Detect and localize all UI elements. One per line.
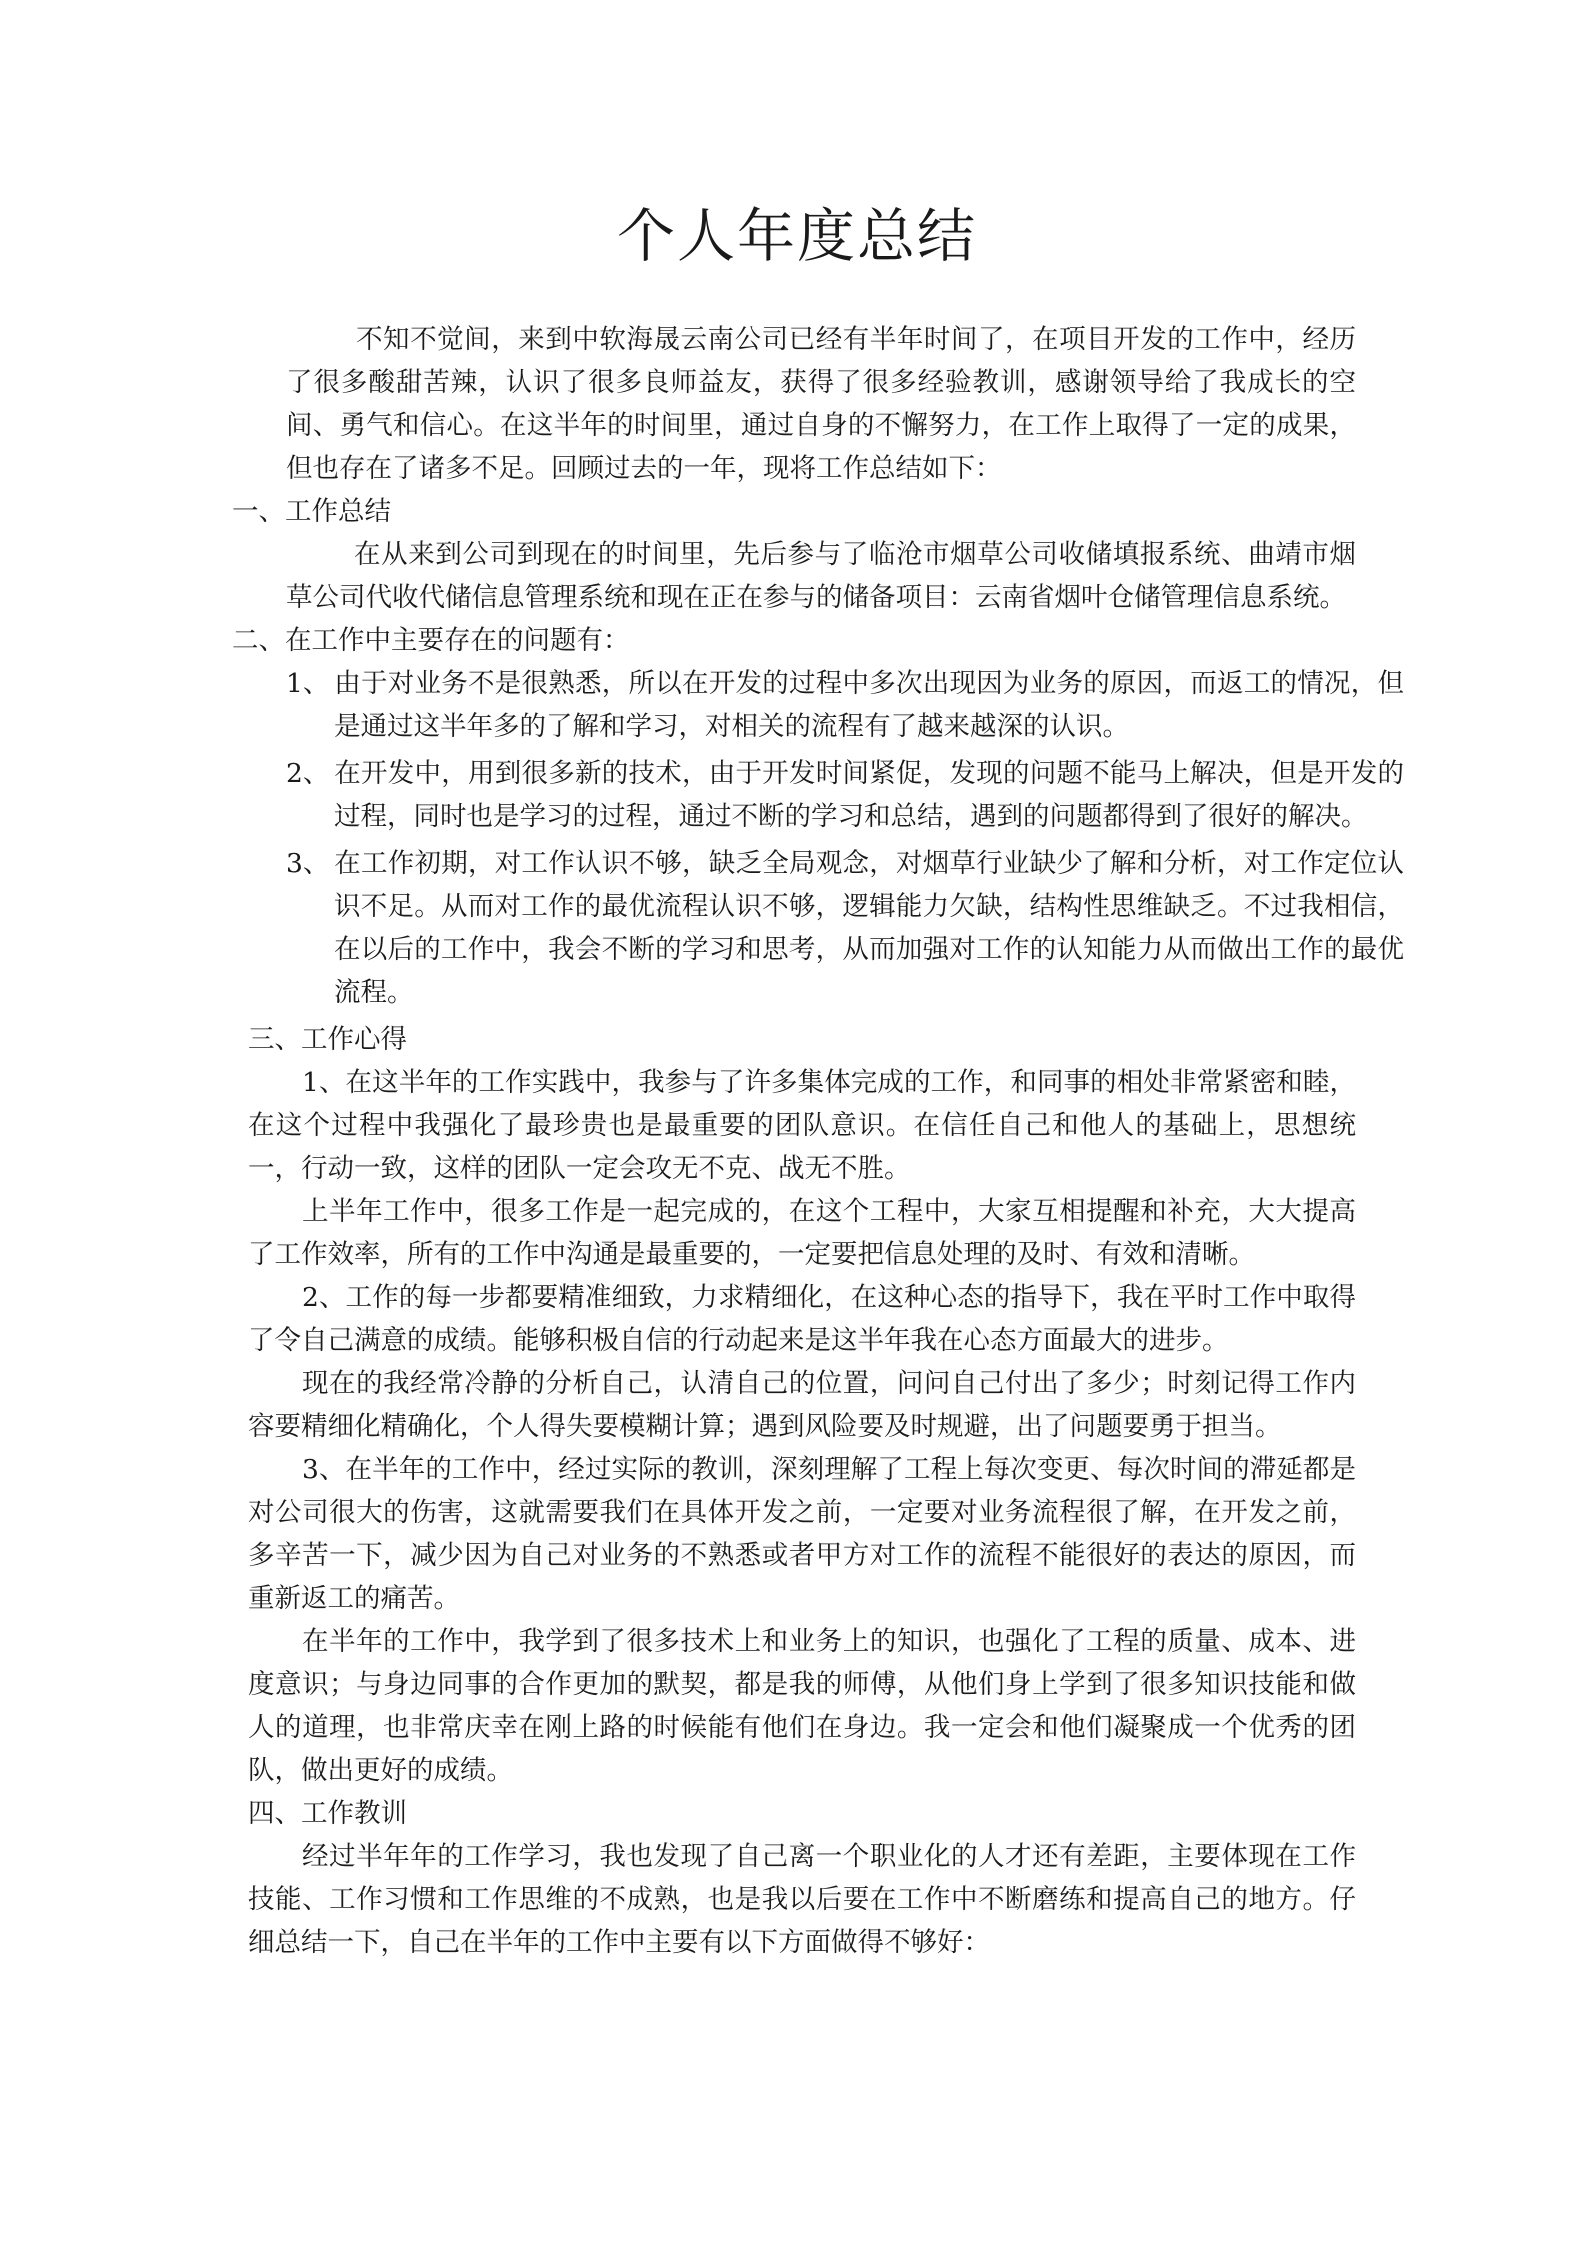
problem-item-number: 1、 [286, 668, 330, 699]
section-heading-1: 一、工作总结 [232, 496, 391, 527]
section-3-paragraph: 在半年的工作中，我学到了很多技术上和业务上的知识，也强化了工程的质量、成本、进度意识；与身边同事的合作更加的默契，都是我的师傅，从他们身上学到了很多知识技能和做人的道理，也非常庆幸在刚上路的时候能有他们在身边。我一定会和他们凝聚成一个优秀的团队，做出更好的成绩。 [248, 1626, 1356, 1786]
intro-paragraph: 不知不觉间，来到中软海晟云南公司已经有半年时间了，在项目开发的工作中，经历了很多酸甜苦辣，认识了很多良师益友，获得了很多经验教训，感谢领导给了我成长的空间、勇气和信心。在这半年的时间里，通过自身的不懈努力，在工作上取得了一定的成果，但也存在了诸多不足。回顾过去的一年，现将工作总结如下： [286, 324, 1356, 484]
section-4-paragraph: 经过半年年的工作学习，我也发现了自己离一个职业化的人才还有差距，主要体现在工作技能、工作习惯和工作思维的不成熟，也是我以后要在工作中不断磨练和提高自己的地方。仔细总结一下，自己在半年的工作中主要有以下方面做得不够好： [248, 1841, 1356, 1958]
section-3-paragraph: 上半年工作中，很多工作是一起完成的，在这个工程中，大家互相提醒和补充，大大提高了工作效率，所有的工作中沟通是最重要的，一定要把信息处理的及时、有效和清晰。 [248, 1196, 1356, 1270]
document-body [0, 318, 1594, 1964]
section-3-paragraph: 1、在这半年的工作实践中，我参与了许多集体完成的工作，和同事的相处非常紧密和睦，在这个过程中我强化了最珍贵也是最重要的团队意识。在信任自己和他人的基础上，思想统一，行动一致，这样的团队一定会攻无不克、战无不胜。 [248, 1067, 1356, 1184]
problem-item-number: 2、 [286, 758, 330, 789]
problem-item-text: 在工作初期，对工作认识不够，缺乏全局观念，对烟草行业缺少了解和分析，对工作定位认识不足。从而对工作的最优流程认识不够，逻辑能力欠缺，结构性思维缺乏。不过我相信，在以后的工作中，我会不断的学习和思考，从而加强对工作的认知能力从而做出工作的最优流程。 [334, 848, 1404, 1008]
document-title: 个人年度总结 [616, 202, 977, 270]
section-heading-4: 四、工作教训 [248, 1798, 407, 1829]
problem-item-3 [286, 842, 1404, 1014]
section-heading-3: 三、工作心得 [248, 1024, 407, 1055]
section-heading-2: 二、在工作中主要存在的问题有： [232, 625, 630, 656]
section-1-paragraph: 在从来到公司到现在的时间里，先后参与了临沧市烟草公司收储填报系统、曲靖市烟草公司代收代储信息管理系统和现在正在参与的储备项目：云南省烟叶仓储管理信息系统。 [286, 539, 1356, 613]
problem-item-text: 由于对业务不是很熟悉，所以在开发的过程中多次出现因为业务的原因，而返工的情况，但是通过这半年多的了解和学习，对相关的流程有了越来越深的认识。 [334, 668, 1404, 742]
problem-item-text: 在开发中，用到很多新的技术，由于开发时间紧促，发现的问题不能马上解决，但是开发的过程，同时也是学习的过程，通过不断的学习和总结，遇到的问题都得到了很好的解决。 [334, 758, 1404, 832]
problem-item-2 [286, 752, 1404, 838]
section-3-paragraph: 现在的我经常冷静的分析自己，认清自己的位置，问问自己付出了多少；时刻记得工作内容要精细化精确化，个人得失要模糊计算；遇到风险要及时规避，出了问题要勇于担当。 [248, 1368, 1356, 1442]
section-3-paragraph: 2、工作的每一步都要精准细致，力求精细化，在这种心态的指导下，我在平时工作中取得了令自己满意的成绩。能够积极自信的行动起来是这半年我在心态方面最大的进步。 [248, 1282, 1356, 1356]
problem-item-1 [286, 662, 1404, 748]
problem-item-number: 3、 [286, 848, 330, 879]
section-3-paragraph: 3、在半年的工作中，经过实际的教训，深刻理解了工程上每次变更、每次时间的滞延都是对公司很大的伤害，这就需要我们在具体开发之前，一定要对业务流程很了解，在开发之前，多辛苦一下，减少因为自己对业务的不熟悉或者甲方对工作的流程不能很好的表达的原因，而重新返工的痛苦。 [248, 1454, 1356, 1614]
